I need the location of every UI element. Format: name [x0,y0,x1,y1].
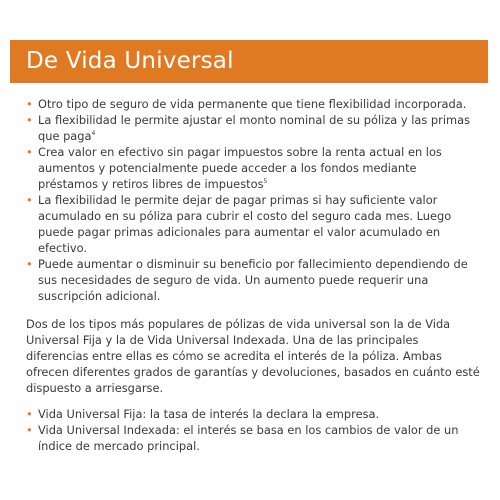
section-header-band [10,40,488,83]
bullet-icon: • [26,423,33,437]
body-paragraph: Dos de los tipos más populares de pólizas de vida universal son la de Vida Universal Fija y la de Vida Universal Indexada. Una de las principales diferencias entre ellas es cómo se acredita el interés de la póliza. Ambas ofrecen diferentes grados de garantías y devoluciones, basados en cuánto esté dispuesto a arriesgarse. [26,317,480,395]
bullet-item [26,406,480,422]
bullet-text: Vida Universal Indexada: el interés se basa en los cambios de valor de un índice de mercado principal. [38,423,459,453]
bullet-text: Crea valor en efectivo sin pagar impuestos sobre la renta actual en los aumentos y potencialmente puede acceder a los fondos mediante préstamos y retiros libres de impuestos [38,145,442,191]
section-title: De Vida Universal [26,48,234,74]
document-content [26,96,480,454]
bullet-icon: • [26,407,33,421]
bullet-icon: • [26,257,33,271]
bullet-text: Puede aumentar o disminuir su beneficio por fallecimiento dependiendo de sus necesidades de seguro de vida. Un aumento puede requerir una suscripción adicional. [38,257,468,303]
footnote-ref: 5 [263,178,268,186]
bullet-text: La flexibilidad le permite ajustar el monto nominal de su póliza y las primas que paga [38,113,470,143]
bullet-item [26,256,480,304]
types-bullet-list [26,406,480,454]
bullet-text: Otro tipo de seguro de vida permanente que tiene flexibilidad incorporada. [38,97,467,111]
bullet-icon: • [26,97,33,111]
bullet-icon: • [26,113,33,127]
footnote-ref: 4 [91,130,96,138]
bullet-text: La flexibilidad le permite dejar de pagar primas si hay suficiente valor acumulado en su póliza para cubrir el costo del seguro cada mes. Luego puede pagar primas adicionales para aumentar el valor acumulado en efectivo. [38,193,452,255]
bullet-item [26,96,480,112]
bullet-item [26,192,480,256]
bullet-icon: • [26,193,33,207]
feature-bullet-list [26,96,480,304]
bullet-text: Vida Universal Fija: la tasa de interés la declara la empresa. [38,407,380,421]
bullet-icon: • [26,145,33,159]
bullet-item [26,422,480,454]
bullet-item [26,144,480,192]
bullet-item [26,112,480,144]
